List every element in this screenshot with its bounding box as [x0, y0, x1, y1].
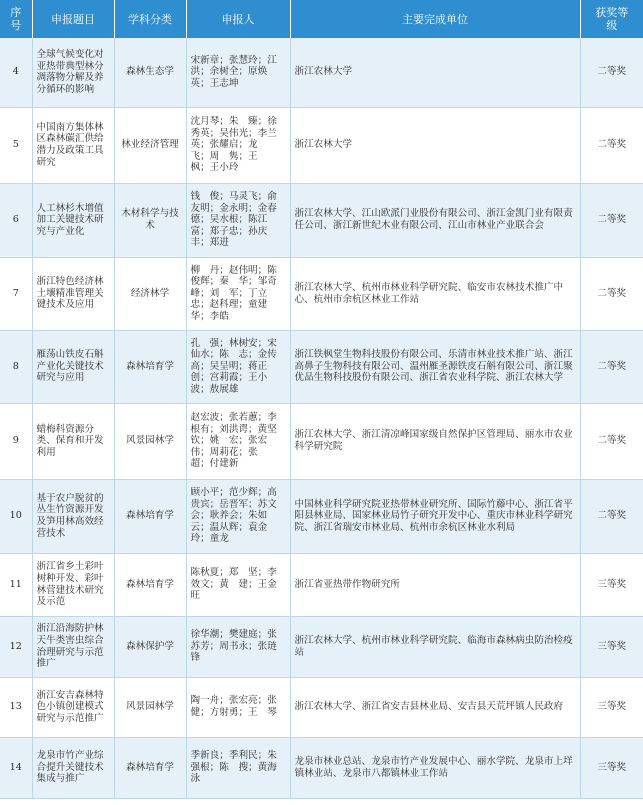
header-project: 申报题目 [32, 0, 114, 38]
cell-discipline: 森林培育学 [114, 737, 186, 798]
cell-no: 6 [0, 183, 32, 257]
cell-discipline: 森林培育学 [114, 553, 186, 616]
cell-discipline: 森林培育学 [114, 330, 186, 403]
cell-project: 浙江安吉森林特色小镇创建模式研究与示范推广 [32, 677, 114, 737]
cell-project: 基于农户脱贫的丛生竹资源开发及笋用林高效经营技术 [32, 479, 114, 553]
cell-award: 三等奖 [580, 737, 643, 798]
cell-project: 人工林杉木增值加工关键技术研究与产业化 [32, 183, 114, 257]
cell-project: 龙泉市竹产业综合提升关键技术集成与推广 [32, 737, 114, 798]
cell-units: 浙江农林大学、杭州市林业科学研究院、临安市农林技术推广中心、杭州市余杭区林业工作站 [290, 257, 580, 330]
cell-discipline: 风景园林学 [114, 403, 186, 479]
table-row [0, 257, 643, 330]
cell-applicants: 陶一舟；张宏亮；张健；方射勇；王 琴 [186, 677, 290, 737]
header-units: 主要完成单位 [290, 0, 580, 38]
header-applicants: 申报人 [186, 0, 290, 38]
table-row [0, 553, 643, 616]
cell-award: 三等奖 [580, 677, 643, 737]
cell-discipline: 经济林学 [114, 257, 186, 330]
table-row [0, 616, 643, 677]
table-row [0, 677, 643, 737]
cell-project: 中国南方集体林区森林碳汇供给潜力及政策工具研究 [32, 107, 114, 183]
cell-discipline: 风景园林学 [114, 677, 186, 737]
cell-award: 二等奖 [580, 479, 643, 553]
cell-applicants: 柳 丹；赵伟明；陈俊辉；秦 华；邹奇峰；刘 军；丁立忠；赵科理；童建华；李皓 [186, 257, 290, 330]
cell-no: 14 [0, 737, 32, 798]
cell-applicants: 顾小平；范少辉；高贵宾；岳晋军；苏文会；耿养会；朱如云；温从辉；袁金玲；童龙 [186, 479, 290, 553]
cell-units: 浙江农林大学、江山欧派门业股份有限公司、浙江金凯门业有限责任公司、浙江新世纪木业有限公司、江山市林业产业联合会 [290, 183, 580, 257]
header-discipline: 学科分类 [114, 0, 186, 38]
cell-applicants: 陈秋夏；郑 坚；李效文；黄 建；王金旺 [186, 553, 290, 616]
cell-units: 浙江农林大学、浙江省安吉县林业局、安吉县天荒坪镇人民政府 [290, 677, 580, 737]
cell-no: 11 [0, 553, 32, 616]
cell-applicants: 宋新章；张慧玲；江洪；余树全；原焕英；王志坤 [186, 38, 290, 107]
cell-discipline: 林业经济管理 [114, 107, 186, 183]
table-row [0, 330, 643, 403]
cell-discipline: 森林生态学 [114, 38, 186, 107]
cell-no: 8 [0, 330, 32, 403]
table-row [0, 403, 643, 479]
cell-award: 三等奖 [580, 553, 643, 616]
cell-project: 浙江沿海防护林天牛类害虫综合治理研究与示范推广 [32, 616, 114, 677]
cell-project: 全球气候变化对亚热带典型林分凋落物分解及养分循环的影响 [32, 38, 114, 107]
table-header-row [0, 0, 643, 38]
table-row [0, 107, 643, 183]
cell-applicants: 钱 俊；马灵飞；俞友明；金永明；金春德；吴水根；陈江富；郑子忠；孙庆丰；郑进 [186, 183, 290, 257]
cell-units: 龙泉市林业总站、龙泉市竹产业发展中心、丽水学院、龙泉市上垟镇林业站、龙泉市八都镇林业工作站 [290, 737, 580, 798]
cell-units: 浙江农林大学、浙江清凉峰国家级自然保护区管理局、丽水市农业科学研究院 [290, 403, 580, 479]
cell-no: 7 [0, 257, 32, 330]
table-row [0, 479, 643, 553]
cell-award: 二等奖 [580, 183, 643, 257]
cell-award: 二等奖 [580, 38, 643, 107]
cell-project: 蜡梅科资源分类、保育和开发利用 [32, 403, 114, 479]
table-row [0, 38, 643, 107]
cell-award: 二等奖 [580, 257, 643, 330]
cell-project: 浙江特色经济林土壤精准管理关键技术及应用 [32, 257, 114, 330]
cell-units: 浙江农林大学、杭州市林业科学研究院、临海市森林病虫防治检疫站 [290, 616, 580, 677]
cell-project: 雁荡山铁皮石斛产业化关键技术研究与应用 [32, 330, 114, 403]
cell-no: 4 [0, 38, 32, 107]
cell-applicants: 赵宏波；张若蕙；李根有；刘洪谔；黄坚钦；姚 宏；张宏伟；周莉花；张 超；付建新 [186, 403, 290, 479]
cell-award: 二等奖 [580, 330, 643, 403]
table-row [0, 737, 643, 798]
cell-units: 浙江省亚热带作物研究所 [290, 553, 580, 616]
header-award: 获奖等级 [580, 0, 643, 38]
cell-no: 13 [0, 677, 32, 737]
cell-units: 浙江农林大学 [290, 38, 580, 107]
cell-applicants: 徐华潮；樊建庭；张苏芳；周书永；张琏锋 [186, 616, 290, 677]
cell-award: 二等奖 [580, 107, 643, 183]
cell-discipline: 木材科学与技术 [114, 183, 186, 257]
cell-units: 中国林业科学研究院亚热带林业研究所、国际竹藤中心、浙江省平阳县林业局、国家林业局竹子研究开发中心、重庆市林业科学研究院、浙江省瑞安市林业局、杭州市余杭区林业水利局 [290, 479, 580, 553]
cell-units: 浙江铁枫堂生物科技股份有限公司、乐清市林业技术推广站、浙江高鼻子生物科技有限公司、温州雁圣源铁皮石斛有限公司、浙江聚优品生物科技股份有限公司、浙江省农业科学院、浙江农林大学 [290, 330, 580, 403]
cell-applicants: 沈月琴；朱 臻；徐秀英；吴伟光；李兰英；张耀启；龙 飞；周 隽；王 枫；王小玲 [186, 107, 290, 183]
cell-award: 二等奖 [580, 403, 643, 479]
cell-no: 5 [0, 107, 32, 183]
cell-discipline: 森林培育学 [114, 479, 186, 553]
cell-award: 三等奖 [580, 616, 643, 677]
table-row [0, 183, 643, 257]
cell-discipline: 森林保护学 [114, 616, 186, 677]
cell-no: 9 [0, 403, 32, 479]
cell-applicants: 孔 强；林树安；宋仙水；陈 志；金传高；吴呈明；蒋正创；宫莉霞；王小波；敖展雄 [186, 330, 290, 403]
cell-units: 浙江农林大学 [290, 107, 580, 183]
cell-project: 浙江省乡土彩叶树种开发、彩叶林营建技术研究及示范 [32, 553, 114, 616]
cell-applicants: 季新良；季利民；朱强根；陈 搜；黄海泳 [186, 737, 290, 798]
cell-no: 12 [0, 616, 32, 677]
header-no: 序号 [0, 0, 32, 38]
cell-no: 10 [0, 479, 32, 553]
